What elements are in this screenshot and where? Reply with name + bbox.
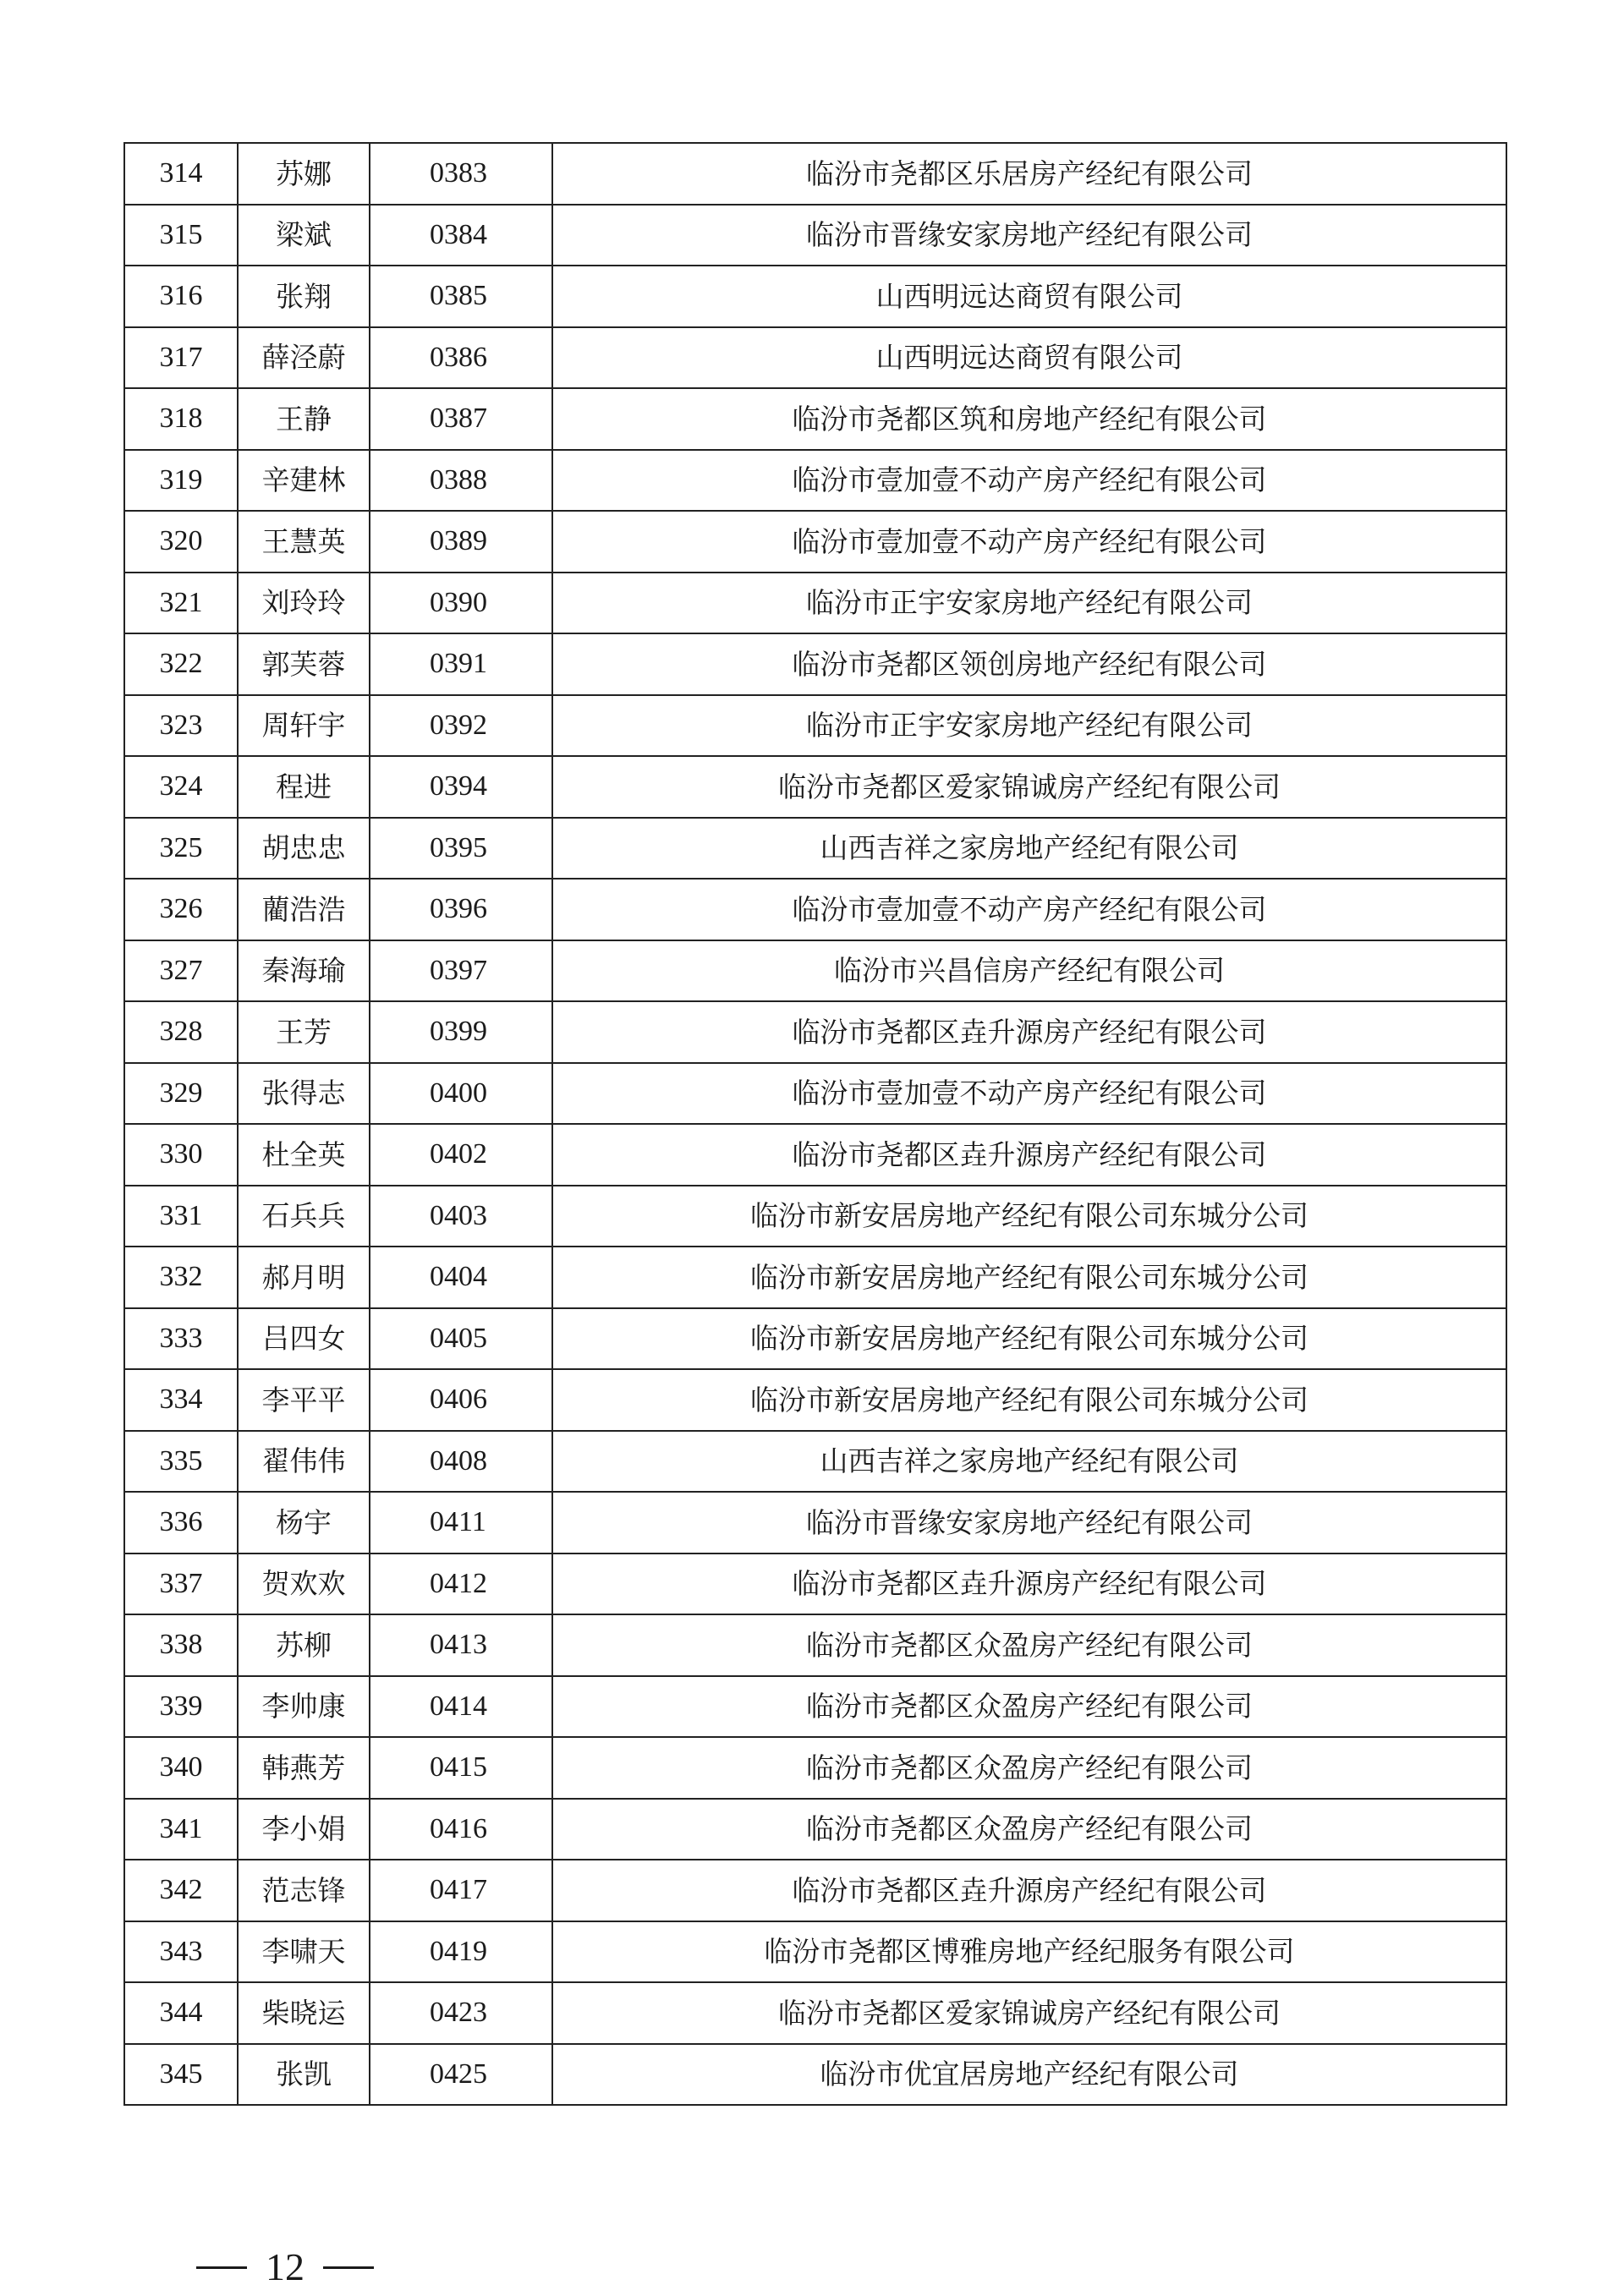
row-person-name: 胡忠忠 xyxy=(238,818,370,879)
row-person-name: 李平平 xyxy=(238,1369,370,1431)
row-registration-code: 0386 xyxy=(370,327,552,389)
table-row xyxy=(124,1492,1506,1553)
row-company-name: 山西明远达商贸有限公司 xyxy=(552,266,1506,327)
row-sequence-number: 321 xyxy=(124,573,238,634)
row-company-name: 临汾市壹加壹不动产房产经纪有限公司 xyxy=(552,1063,1506,1125)
table-row xyxy=(124,633,1506,695)
table-row xyxy=(124,756,1506,818)
row-company-name: 临汾市新安居房地产经纪有限公司东城分公司 xyxy=(552,1308,1506,1370)
row-registration-code: 0412 xyxy=(370,1553,552,1615)
row-sequence-number: 334 xyxy=(124,1369,238,1431)
row-person-name: 杨宇 xyxy=(238,1492,370,1553)
row-person-name: 周轩宇 xyxy=(238,695,370,757)
table-row xyxy=(124,573,1506,634)
row-registration-code: 0405 xyxy=(370,1308,552,1370)
row-sequence-number: 335 xyxy=(124,1431,238,1493)
row-company-name: 临汾市新安居房地产经纪有限公司东城分公司 xyxy=(552,1247,1506,1308)
row-sequence-number: 333 xyxy=(124,1308,238,1370)
row-company-name: 山西明远达商贸有限公司 xyxy=(552,327,1506,389)
row-sequence-number: 328 xyxy=(124,1001,238,1063)
row-sequence-number: 327 xyxy=(124,940,238,1002)
row-person-name: 薛泾蔚 xyxy=(238,327,370,389)
row-person-name: 苏娜 xyxy=(238,143,370,205)
row-person-name: 王芳 xyxy=(238,1001,370,1063)
row-company-name: 临汾市晋缘安家房地产经纪有限公司 xyxy=(552,1492,1506,1553)
row-person-name: 贺欢欢 xyxy=(238,1553,370,1615)
table-row xyxy=(124,1369,1506,1431)
row-person-name: 藺浩浩 xyxy=(238,879,370,940)
table-row xyxy=(124,1308,1506,1370)
row-company-name: 临汾市尧都区垚升源房产经纪有限公司 xyxy=(552,1860,1506,1921)
row-company-name: 临汾市正宇安家房地产经纪有限公司 xyxy=(552,573,1506,634)
row-company-name: 临汾市壹加壹不动产房产经纪有限公司 xyxy=(552,879,1506,940)
table-row xyxy=(124,940,1506,1002)
row-company-name: 山西吉祥之家房地产经纪有限公司 xyxy=(552,818,1506,879)
row-person-name: 张得志 xyxy=(238,1063,370,1125)
row-company-name: 临汾市壹加壹不动产房产经纪有限公司 xyxy=(552,450,1506,512)
table-row xyxy=(124,1921,1506,1983)
row-sequence-number: 345 xyxy=(124,2044,238,2106)
table-row xyxy=(124,879,1506,940)
row-company-name: 临汾市尧都区垚升源房产经纪有限公司 xyxy=(552,1553,1506,1615)
row-company-name: 临汾市新安居房地产经纪有限公司东城分公司 xyxy=(552,1369,1506,1431)
row-person-name: 王慧英 xyxy=(238,511,370,573)
row-company-name: 山西吉祥之家房地产经纪有限公司 xyxy=(552,1431,1506,1493)
row-person-name: 秦海瑜 xyxy=(238,940,370,1002)
row-person-name: 王静 xyxy=(238,388,370,450)
row-person-name: 李帅康 xyxy=(238,1676,370,1738)
row-company-name: 临汾市尧都区垚升源房产经纪有限公司 xyxy=(552,1001,1506,1063)
table-row xyxy=(124,266,1506,327)
row-registration-code: 0396 xyxy=(370,879,552,940)
row-registration-code: 0414 xyxy=(370,1676,552,1738)
row-sequence-number: 325 xyxy=(124,818,238,879)
roster-sheet xyxy=(123,142,1506,2106)
row-registration-code: 0394 xyxy=(370,756,552,818)
footer-dash-left xyxy=(196,2266,247,2269)
row-sequence-number: 331 xyxy=(124,1186,238,1247)
table-row xyxy=(124,1063,1506,1125)
row-person-name: 郭芙蓉 xyxy=(238,633,370,695)
row-registration-code: 0403 xyxy=(370,1186,552,1247)
row-person-name: 石兵兵 xyxy=(238,1186,370,1247)
row-registration-code: 0415 xyxy=(370,1737,552,1799)
table-row xyxy=(124,695,1506,757)
row-registration-code: 0388 xyxy=(370,450,552,512)
row-registration-code: 0423 xyxy=(370,1982,552,2044)
row-person-name: 范志锋 xyxy=(238,1860,370,1921)
row-company-name: 临汾市尧都区众盈房产经纪有限公司 xyxy=(552,1737,1506,1799)
row-sequence-number: 336 xyxy=(124,1492,238,1553)
table-row xyxy=(124,1676,1506,1738)
row-sequence-number: 315 xyxy=(124,205,238,266)
row-sequence-number: 316 xyxy=(124,266,238,327)
row-company-name: 临汾市壹加壹不动产房产经纪有限公司 xyxy=(552,511,1506,573)
row-company-name: 临汾市兴昌信房产经纪有限公司 xyxy=(552,940,1506,1002)
table-row xyxy=(124,1186,1506,1247)
row-sequence-number: 341 xyxy=(124,1799,238,1860)
row-person-name: 李小娟 xyxy=(238,1799,370,1860)
table-row xyxy=(124,1124,1506,1186)
table-row xyxy=(124,2044,1506,2106)
row-company-name: 临汾市尧都区乐居房产经纪有限公司 xyxy=(552,143,1506,205)
row-registration-code: 0416 xyxy=(370,1799,552,1860)
row-person-name: 郝月明 xyxy=(238,1247,370,1308)
table-row xyxy=(124,1553,1506,1615)
row-person-name: 张翔 xyxy=(238,266,370,327)
table-row xyxy=(124,1001,1506,1063)
row-sequence-number: 323 xyxy=(124,695,238,757)
page-footer xyxy=(196,2245,374,2288)
row-person-name: 翟伟伟 xyxy=(238,1431,370,1493)
row-sequence-number: 318 xyxy=(124,388,238,450)
row-company-name: 临汾市尧都区博雅房地产经纪服务有限公司 xyxy=(552,1921,1506,1983)
row-company-name: 临汾市新安居房地产经纪有限公司东城分公司 xyxy=(552,1186,1506,1247)
row-person-name: 程进 xyxy=(238,756,370,818)
row-company-name: 临汾市尧都区爱家锦诚房产经纪有限公司 xyxy=(552,1982,1506,2044)
table-row xyxy=(124,1799,1506,1860)
row-sequence-number: 338 xyxy=(124,1614,238,1676)
row-sequence-number: 319 xyxy=(124,450,238,512)
page-number: 12 xyxy=(266,2245,304,2288)
table-row xyxy=(124,143,1506,205)
row-company-name: 临汾市尧都区众盈房产经纪有限公司 xyxy=(552,1614,1506,1676)
row-registration-code: 0387 xyxy=(370,388,552,450)
table-row xyxy=(124,1247,1506,1308)
row-registration-code: 0390 xyxy=(370,573,552,634)
row-sequence-number: 317 xyxy=(124,327,238,389)
table-row xyxy=(124,511,1506,573)
row-company-name: 临汾市尧都区领创房地产经纪有限公司 xyxy=(552,633,1506,695)
row-sequence-number: 322 xyxy=(124,633,238,695)
row-registration-code: 0391 xyxy=(370,633,552,695)
table-row xyxy=(124,1860,1506,1921)
row-registration-code: 0408 xyxy=(370,1431,552,1493)
row-registration-code: 0384 xyxy=(370,205,552,266)
row-person-name: 梁斌 xyxy=(238,205,370,266)
table-row xyxy=(124,1614,1506,1676)
row-person-name: 吕四女 xyxy=(238,1308,370,1370)
row-company-name: 临汾市尧都区爱家锦诚房产经纪有限公司 xyxy=(552,756,1506,818)
row-registration-code: 0411 xyxy=(370,1492,552,1553)
table-row xyxy=(124,818,1506,879)
row-registration-code: 0385 xyxy=(370,266,552,327)
row-sequence-number: 342 xyxy=(124,1860,238,1921)
row-person-name: 杜全英 xyxy=(238,1124,370,1186)
footer-dash-right xyxy=(323,2266,374,2269)
row-registration-code: 0399 xyxy=(370,1001,552,1063)
row-sequence-number: 324 xyxy=(124,756,238,818)
row-sequence-number: 332 xyxy=(124,1247,238,1308)
table-row xyxy=(124,327,1506,389)
row-person-name: 韩燕芳 xyxy=(238,1737,370,1799)
row-sequence-number: 314 xyxy=(124,143,238,205)
table-row xyxy=(124,1982,1506,2044)
row-sequence-number: 330 xyxy=(124,1124,238,1186)
row-sequence-number: 329 xyxy=(124,1063,238,1125)
row-sequence-number: 344 xyxy=(124,1982,238,2044)
row-registration-code: 0404 xyxy=(370,1247,552,1308)
row-person-name: 李啸天 xyxy=(238,1921,370,1983)
row-registration-code: 0402 xyxy=(370,1124,552,1186)
row-sequence-number: 340 xyxy=(124,1737,238,1799)
row-company-name: 临汾市优宜居房地产经纪有限公司 xyxy=(552,2044,1506,2106)
row-person-name: 苏柳 xyxy=(238,1614,370,1676)
row-registration-code: 0413 xyxy=(370,1614,552,1676)
table-row xyxy=(124,388,1506,450)
table-row xyxy=(124,1431,1506,1493)
roster-body xyxy=(124,143,1506,2105)
table-row xyxy=(124,1737,1506,1799)
row-company-name: 临汾市晋缘安家房地产经纪有限公司 xyxy=(552,205,1506,266)
row-registration-code: 0406 xyxy=(370,1369,552,1431)
row-person-name: 辛建林 xyxy=(238,450,370,512)
row-sequence-number: 337 xyxy=(124,1553,238,1615)
row-company-name: 临汾市尧都区垚升源房产经纪有限公司 xyxy=(552,1124,1506,1186)
row-company-name: 临汾市尧都区众盈房产经纪有限公司 xyxy=(552,1676,1506,1738)
row-sequence-number: 320 xyxy=(124,511,238,573)
row-sequence-number: 343 xyxy=(124,1921,238,1983)
row-registration-code: 0400 xyxy=(370,1063,552,1125)
row-registration-code: 0383 xyxy=(370,143,552,205)
row-sequence-number: 326 xyxy=(124,879,238,940)
row-company-name: 临汾市尧都区众盈房产经纪有限公司 xyxy=(552,1799,1506,1860)
table-row xyxy=(124,450,1506,512)
row-company-name: 临汾市尧都区筑和房地产经纪有限公司 xyxy=(552,388,1506,450)
row-sequence-number: 339 xyxy=(124,1676,238,1738)
row-person-name: 刘玲玲 xyxy=(238,573,370,634)
row-registration-code: 0395 xyxy=(370,818,552,879)
row-registration-code: 0425 xyxy=(370,2044,552,2106)
row-registration-code: 0417 xyxy=(370,1860,552,1921)
table-row xyxy=(124,205,1506,266)
row-registration-code: 0419 xyxy=(370,1921,552,1983)
agent-roster-table xyxy=(123,142,1507,2106)
row-company-name: 临汾市正宇安家房地产经纪有限公司 xyxy=(552,695,1506,757)
row-registration-code: 0392 xyxy=(370,695,552,757)
row-person-name: 张凯 xyxy=(238,2044,370,2106)
row-person-name: 柴晓运 xyxy=(238,1982,370,2044)
row-registration-code: 0389 xyxy=(370,511,552,573)
row-registration-code: 0397 xyxy=(370,940,552,1002)
